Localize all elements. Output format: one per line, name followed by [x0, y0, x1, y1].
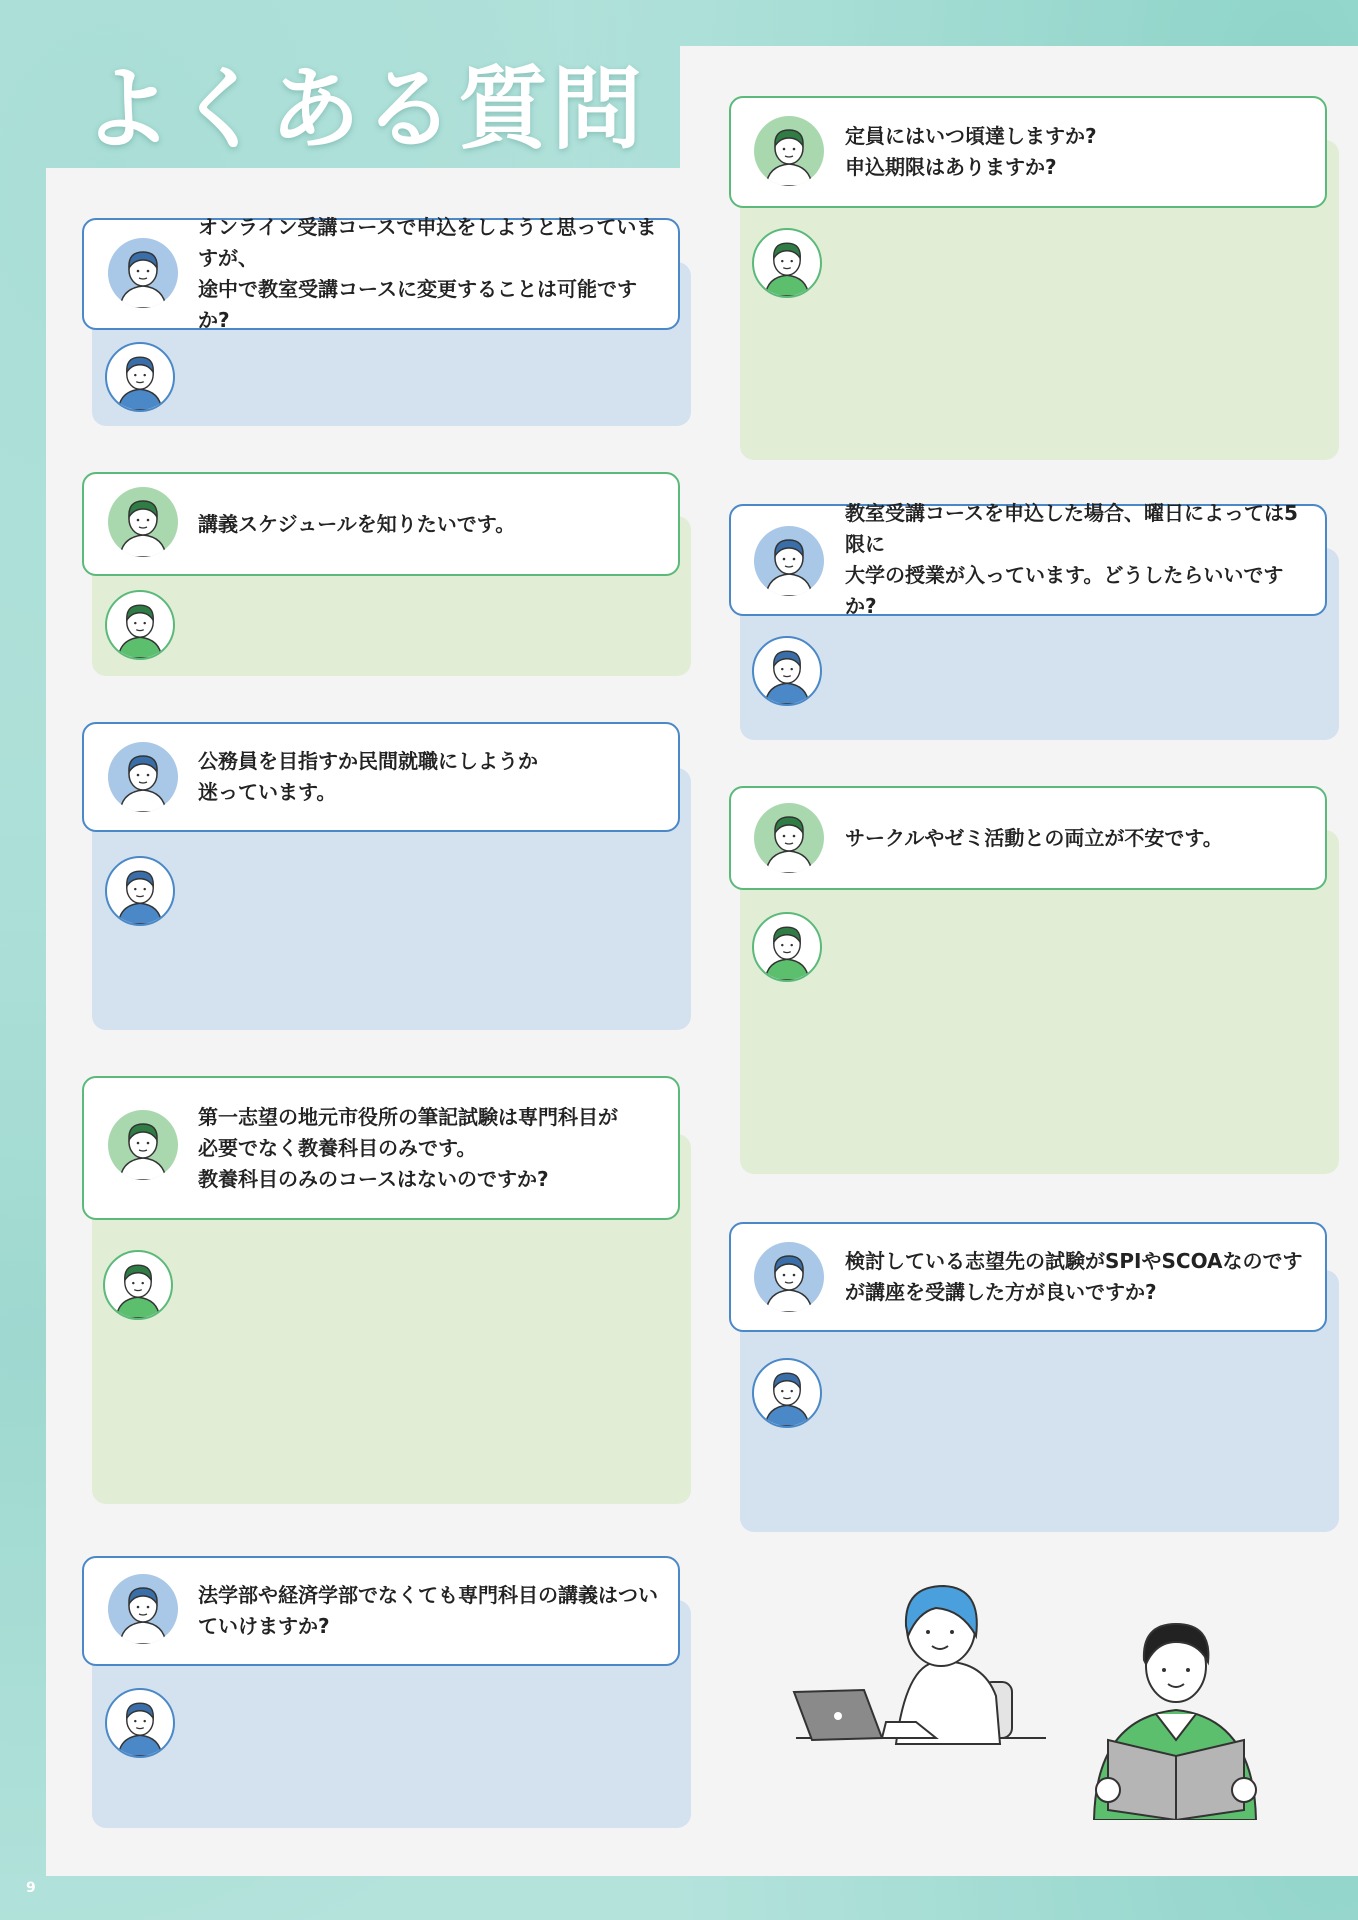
- answerer-avatar-icon: [752, 912, 822, 982]
- question-text: 法学部や経済学部でなくても専門科目の講義はつい ていけますか?: [198, 1583, 658, 1638]
- answerer-avatar-icon: [105, 856, 175, 926]
- answerer-avatar-icon: [752, 1358, 822, 1428]
- question-text: 公務員を目指すか民間就職にしようか 迷っています。: [198, 749, 538, 804]
- answerer-avatar-icon: [752, 228, 822, 298]
- question-text: サークルやゼミ活動との両立が不安です。: [845, 825, 1223, 850]
- questioner-avatar-icon: [108, 1110, 178, 1180]
- answerer-avatar-icon: [105, 342, 175, 412]
- question-text: 教室受講コースを申込した場合、曜日によっては5限に 大学の授業が入っています。どうしたらいいですか?: [845, 501, 1298, 618]
- page-title: よくある質問: [82, 57, 646, 162]
- questioner-avatar-icon: [108, 1574, 178, 1644]
- answerer-avatar-icon: [105, 1688, 175, 1758]
- questioner-avatar-icon: [754, 803, 824, 873]
- questioner-avatar-icon: [108, 487, 178, 557]
- answerer-avatar-icon: [103, 1250, 173, 1320]
- questioner-avatar-icon: [108, 238, 178, 308]
- question-text: 第一志望の地元市役所の筆記試験は専門科目が 必要でなく教養科目のみです。 教養科目のみのコースはないのですか?: [198, 1104, 618, 1191]
- answerer-avatar-icon: [105, 590, 175, 660]
- student-reading-illustration: [1080, 1600, 1270, 1820]
- question-text: 検討している志望先の試験がSPIやSCOAなのです が講座を受講した方が良いですか?: [845, 1249, 1303, 1304]
- question-text: 講義スケジュールを知りたいです。: [198, 511, 516, 536]
- question-text: オンライン受講コースで申込をしようと思っていますが、 途中で教室受講コースに変更することは可能ですか?: [198, 215, 657, 332]
- question-text: 定員にはいつ頃達しますか? 申込期限はありますか?: [845, 124, 1097, 179]
- questioner-avatar-icon: [754, 116, 824, 186]
- page-number: 9: [26, 1880, 36, 1896]
- student-laptop-illustration: [786, 1566, 1056, 1766]
- questioner-avatar-icon: [754, 526, 824, 596]
- questioner-avatar-icon: [754, 1242, 824, 1312]
- answerer-avatar-icon: [752, 636, 822, 706]
- questioner-avatar-icon: [108, 742, 178, 812]
